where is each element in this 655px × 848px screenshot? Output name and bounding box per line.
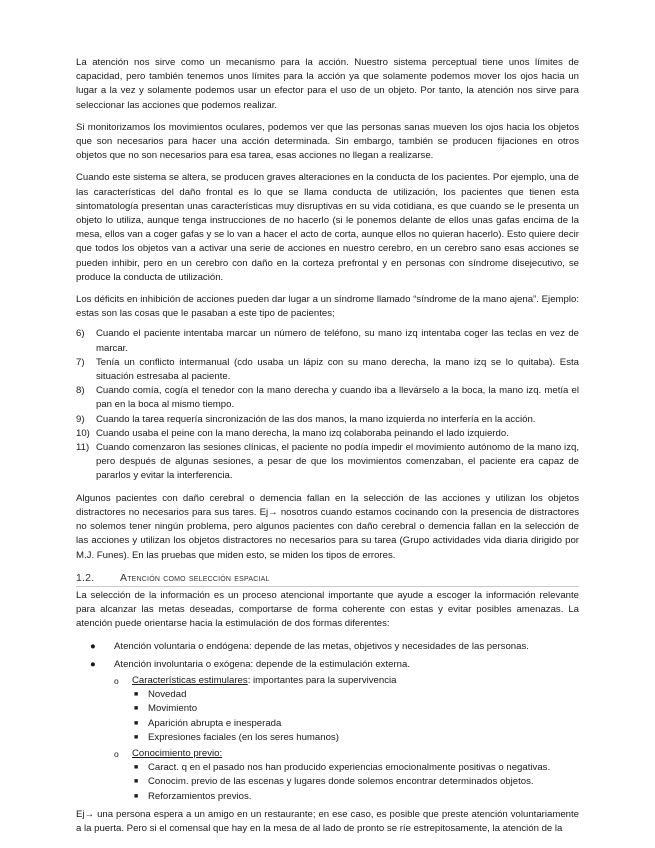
bullet-item bbox=[76, 640, 579, 654]
section-title: Atención como selección espacial bbox=[120, 571, 270, 584]
list-number: 7) bbox=[76, 356, 85, 368]
bullet-icon: ● bbox=[90, 640, 96, 652]
sub-item-title: Características estimulares bbox=[132, 674, 248, 686]
paragraph-4: Los déficits en inhibición de acciones pueden dar lugar a un síndrome llamado “síndrome de la mano ajena”. Ejemplo: estas son las cosas que le pasaban a este tipo de pacientes; bbox=[76, 294, 579, 320]
bullet-text: Atención involuntaria o exógena: depende de la estimulación externa. bbox=[114, 658, 411, 670]
square-bullet-icon: ■ bbox=[134, 705, 139, 713]
sub-item bbox=[114, 747, 579, 804]
section-number: 1.2. bbox=[76, 571, 95, 584]
sub-sub-item-text: Reforzamientos previos. bbox=[148, 790, 252, 802]
sub-sub-item-text: Movimiento bbox=[148, 703, 198, 715]
paragraph-5: Algunos pacientes con daño cerebral o demencia fallan en la selección de las acciones y utilizan los objetos distractores no necesarios para sus tares. Ej→ nosotros cuando estamos cocinando con la presencia de distractores no solemos tener ningún problema, pero algunos pacientes con daño cerebral o demencia fallan en la selección de las acciones y utilizan los objetos distractores no necesarios para su tarea (Grupo actividades vida diaria dirigido por M.J. Funes). En las pruebas que miden esto, se miden los tipos de errores. bbox=[76, 492, 579, 561]
bullet-text: Atención voluntaria o endógena: depende de las metas, objetivos y necesidades de las personas. bbox=[114, 640, 529, 652]
sub-sub-item-text: Novedad bbox=[148, 689, 187, 701]
list-number: 10) bbox=[76, 427, 90, 439]
paragraph-7: Ej→ una persona espera a un amigo en un restaurante; en ese caso, es posible que preste atención voluntariamente a la puerta. Pero si el comensal que hay en la mesa de al lado de pronto se ríe estrepitosamente, la atención de la bbox=[76, 808, 579, 834]
sub-item bbox=[114, 674, 579, 745]
square-bullet-icon: ■ bbox=[134, 719, 139, 727]
circle-bullet-icon: o bbox=[114, 675, 119, 686]
list-item bbox=[76, 441, 579, 484]
sub-sub-item bbox=[132, 761, 579, 775]
list-item bbox=[76, 427, 579, 441]
list-item bbox=[76, 413, 579, 427]
square-bullet-icon: ■ bbox=[134, 691, 139, 699]
list-text: Cuando la tarea requería sincronización de las dos manos, la mano izquierda no interfería en la acción. bbox=[96, 413, 536, 425]
list-text: Tenía un conflicto intermanual (cdo usaba un lápiz con su mano derecha, la mano izq se lo quitaba). Esta situación estresaba al paciente. bbox=[96, 356, 579, 383]
square-bullet-icon: ■ bbox=[134, 764, 139, 772]
paragraph-1: La atención nos sirve como un mecanismo para la acción. Nuestro sistema perceptual tiene unos límites de capacidad, pero también tenemos unos límites para la acción ya que solamente podemos mover los ojos hacia un lugar a la vez y solamente podemos usar un efector para el uso de un objeto. Por tanto, la atención nos sirve para seleccionar las acciones que podemos realizar. bbox=[76, 57, 579, 111]
paragraph-2: Si monitorizamos los movimientos oculares, podemos ver que las personas sanas mueven los ojos hacia los objetos que son necesarios para hacer una acción determinada. Sin embargo, también se producen fijaciones en otros objetos que no son necesarios para esa tarea, esas acciones no llegan a realizarse. bbox=[76, 121, 579, 162]
sub-item-rest: : importantes para la supervivencia bbox=[247, 674, 397, 686]
sub-sub-item bbox=[132, 775, 579, 789]
list-item bbox=[76, 384, 579, 412]
list-number: 9) bbox=[76, 413, 85, 425]
sub-sub-item bbox=[132, 688, 579, 702]
list-number: 6) bbox=[76, 328, 85, 340]
list-text: Cuando usaba el peine con la mano derecha, la mano izq colaboraba peinando el lado izquierdo. bbox=[96, 427, 509, 439]
sub-sub-list bbox=[132, 761, 579, 804]
list-text: Cuando el paciente intentaba marcar un número de teléfono, su mano izq intentaba coger las teclas en vez de marcar. bbox=[96, 328, 579, 354]
sub-sub-list bbox=[132, 688, 579, 745]
list-text: Cuando comía, cogía el tenedor con la mano derecha y cuando iba a llevárselo a la boca, la mano izq. metía el pan en la boca al mismo tiempo. bbox=[96, 385, 579, 411]
list-number: 8) bbox=[76, 385, 85, 397]
paragraph-6: La selección de la información es un proceso atencional importante que ayude a escoger la información relevante para alcanzar las metas deseadas, comportarse de forma coherente con estas y evitar posibles amenazas. La atención puede orientarse hacia la estimulación de dos formas diferentes: bbox=[76, 589, 579, 630]
bullet-item bbox=[76, 658, 579, 804]
sub-sub-item bbox=[132, 790, 579, 804]
square-bullet-icon: ■ bbox=[134, 778, 139, 786]
sub-sub-item-text: Aparición abrupta e inesperada bbox=[148, 717, 282, 729]
list-item bbox=[76, 356, 579, 384]
sub-sub-item bbox=[132, 702, 579, 716]
sub-sub-item bbox=[132, 731, 579, 745]
list-text: Cuando comenzaron las sesiones clínicas, el paciente no podía impedir el movimiento autónomo de la mano izq, pero después de algunas sesiones, a pesar de que los movimientos comenzaban, el paciente era capaz de pararlos y evitar la interferencia. bbox=[96, 442, 579, 482]
numbered-list bbox=[76, 327, 579, 483]
square-bullet-icon: ■ bbox=[134, 792, 139, 800]
sub-sub-item bbox=[132, 717, 579, 731]
sub-item-title: Conocimiento previo: bbox=[132, 747, 223, 759]
sub-sub-item-text: Caract. q en el pasado nos han producido experiencias emocionalmente positivas o negativas. bbox=[148, 762, 551, 774]
bullet-icon: ● bbox=[90, 658, 96, 670]
sub-sub-item-text: Expresiones faciales (en los seres humanos) bbox=[148, 731, 339, 743]
square-bullet-icon: ■ bbox=[134, 733, 139, 741]
bullet-list bbox=[76, 640, 579, 804]
circle-bullet-icon: o bbox=[114, 748, 119, 759]
list-item bbox=[76, 327, 579, 355]
section-heading bbox=[76, 571, 579, 587]
list-number: 11) bbox=[76, 442, 90, 454]
sub-sub-item-text: Conocim. previo de las escenas y lugares donde solemos encontrar determinados objetos. bbox=[148, 776, 534, 788]
paragraph-3: Cuando este sistema se altera, se producen graves alteraciones en la conducta de los pacientes. Por ejemplo, una de las características del daño frontal es lo que se llama conducta de utilización, los pacientes que tienen esta sintomatología presentan unas características muy disruptivas en su vida cotidiana, es que cuando se le presenta un objeto lo utiliza, aunque tenga instrucciones de no hacerlo (si le ponemos delante de ellos unas gafas encima de la mesa, ellos van a coger gafas y se lo van a hacer el acto de corta, aunque ellos no quieran hacerlo). Esto quiere decir que todos los objetos van a activar una serie de acciones en nuestro cerebro, en un cerebro sano esas acciones se pueden inhibir, pero en un cerebro con daño en la corteza prefrontal y en personas con síndrome disejecutivo, se produce la conducta de utilización. bbox=[76, 172, 579, 283]
sub-list bbox=[114, 674, 579, 804]
